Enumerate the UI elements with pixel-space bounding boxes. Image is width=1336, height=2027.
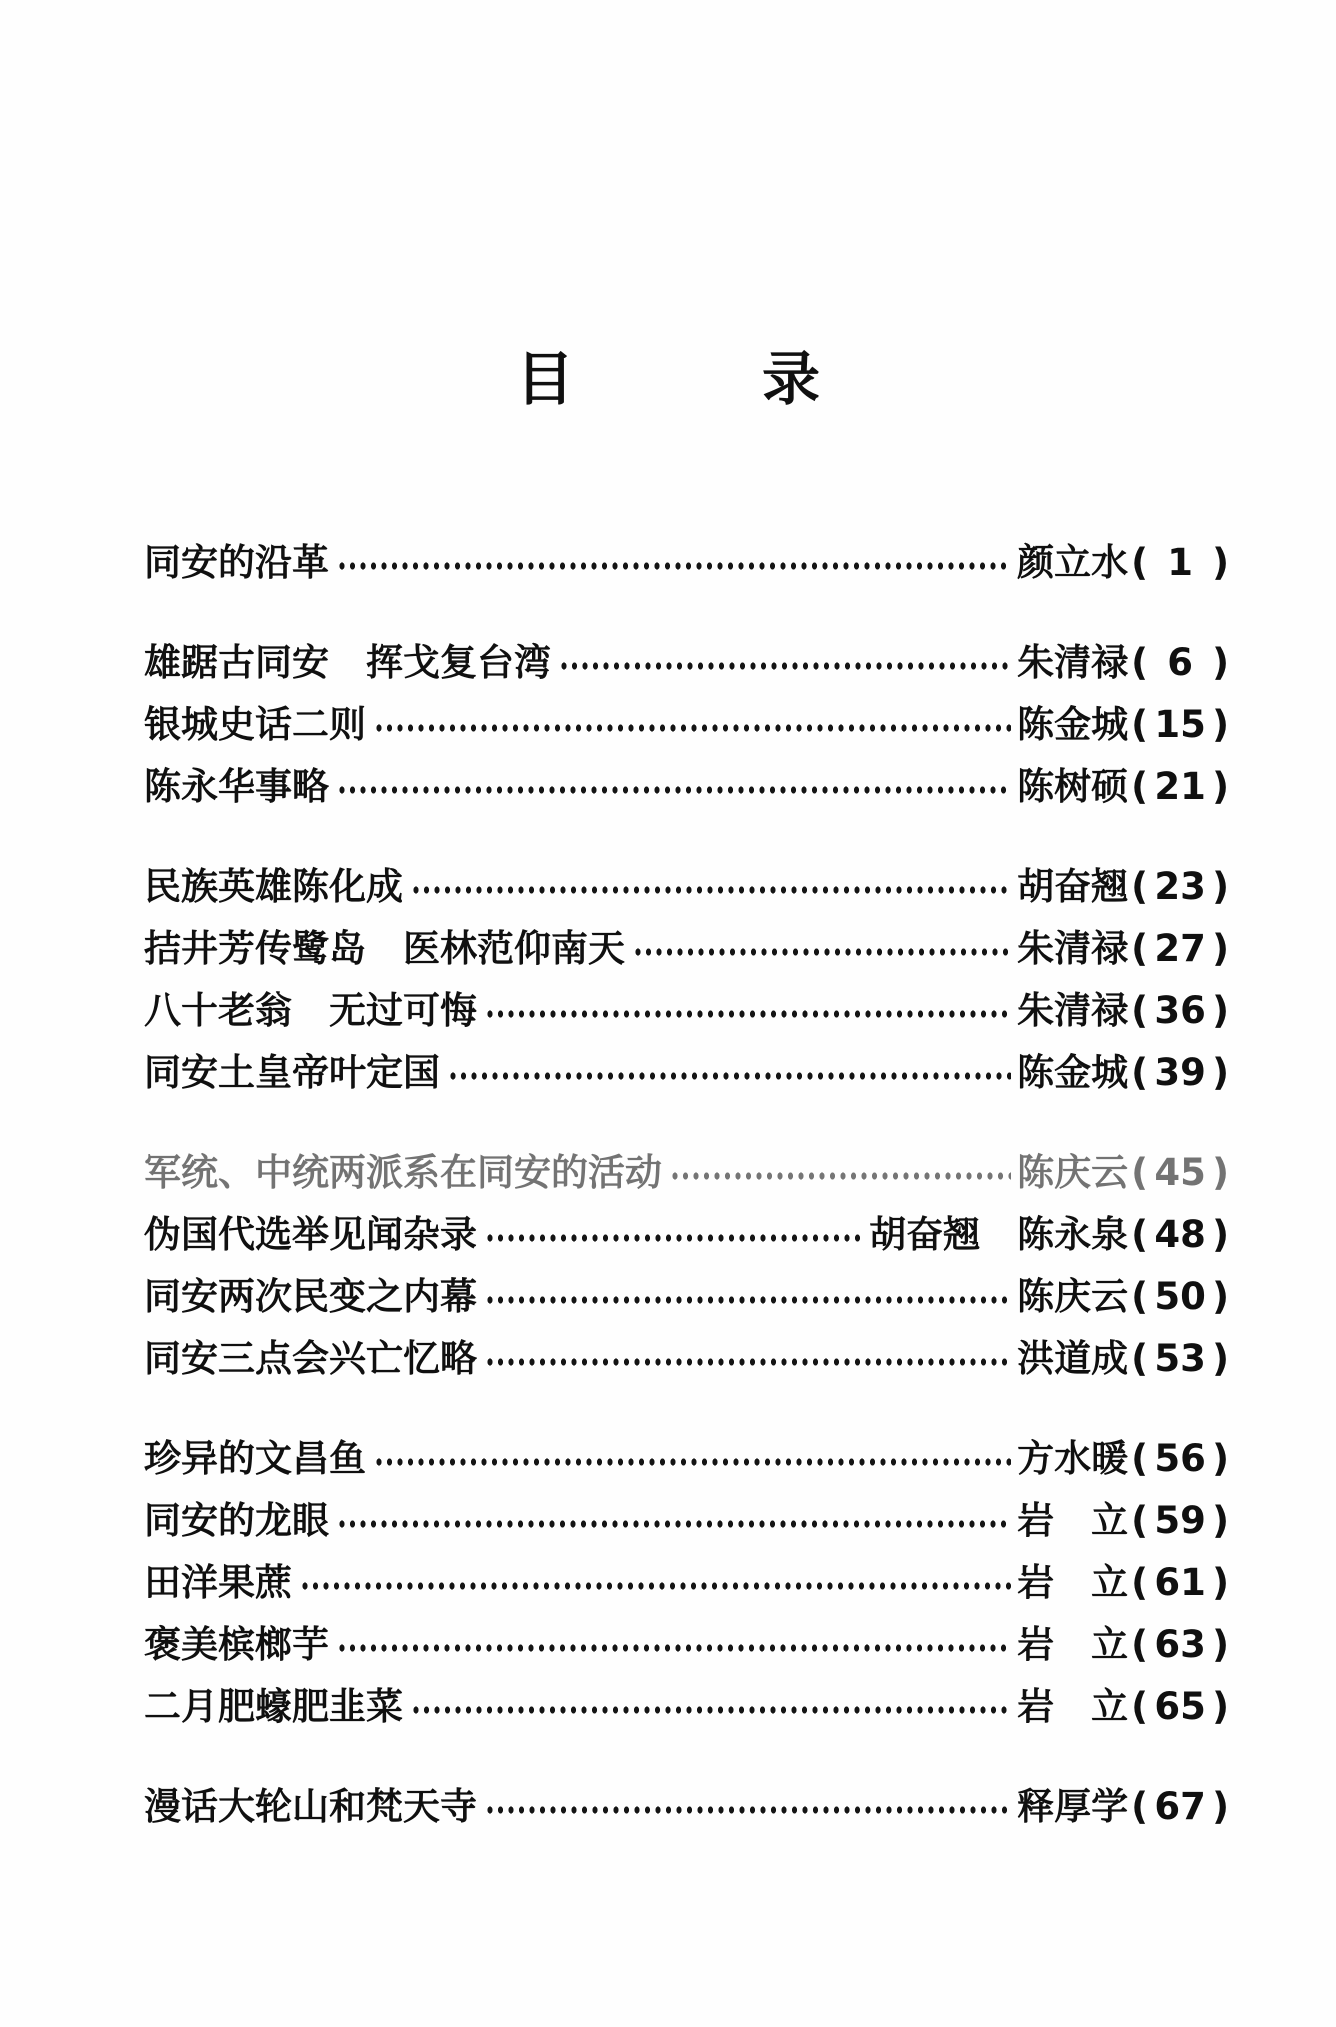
close-paren: ) bbox=[1212, 1051, 1229, 1094]
entry-page bbox=[1128, 1624, 1232, 1666]
open-paren: ( bbox=[1131, 1685, 1149, 1728]
dot-leader bbox=[485, 1786, 1011, 1828]
close-paren: ) bbox=[1212, 1561, 1229, 1604]
open-paren: ( bbox=[1131, 1213, 1149, 1256]
entry-author: 胡奋翘 bbox=[1017, 865, 1129, 908]
entry-title: 二月肥蠔肥韭菜 bbox=[144, 1685, 403, 1728]
toc-entry bbox=[144, 1052, 1232, 1094]
close-paren: ) bbox=[1212, 541, 1229, 584]
toc-entry bbox=[144, 1152, 1232, 1194]
open-paren: ( bbox=[1131, 927, 1149, 970]
entry-page-number: 23 bbox=[1154, 865, 1206, 908]
entry-author: 岩 立 bbox=[1017, 1499, 1129, 1542]
open-paren: ( bbox=[1131, 641, 1149, 684]
close-paren: ) bbox=[1212, 1337, 1229, 1380]
entry-page-number: 59 bbox=[1154, 1499, 1206, 1542]
entry-title: 同安两次民变之内幕 bbox=[144, 1275, 477, 1318]
entry-page-number: 6 bbox=[1167, 641, 1193, 684]
entry-author: 陈树硕 bbox=[1017, 765, 1129, 808]
entry-page bbox=[1128, 704, 1232, 746]
entry-page bbox=[1128, 1052, 1232, 1094]
open-paren: ( bbox=[1131, 541, 1149, 584]
toc-entry bbox=[144, 1338, 1232, 1380]
entry-title: 雄踞古同安 挥戈复台湾 bbox=[144, 641, 551, 684]
open-paren: ( bbox=[1131, 1151, 1149, 1194]
entry-title: 伪国代选举见闻杂录 bbox=[144, 1213, 477, 1256]
close-paren: ) bbox=[1212, 1499, 1229, 1542]
open-paren: ( bbox=[1131, 1051, 1149, 1094]
entry-author: 陈金城 bbox=[1017, 1051, 1129, 1094]
entry-title: 银城史话二则 bbox=[144, 703, 366, 746]
entry-title: 同安的龙眼 bbox=[144, 1499, 329, 1542]
entry-page bbox=[1128, 1152, 1232, 1194]
dot-leader bbox=[374, 1438, 1011, 1480]
entry-page-number: 45 bbox=[1154, 1151, 1206, 1194]
entry-page bbox=[1128, 1686, 1232, 1728]
entry-page-number: 27 bbox=[1154, 927, 1206, 970]
entry-title: 陈永华事略 bbox=[144, 765, 329, 808]
entry-author: 朱清禄 bbox=[1017, 989, 1129, 1032]
close-paren: ) bbox=[1212, 989, 1229, 1032]
close-paren: ) bbox=[1212, 1213, 1229, 1256]
toc-entry bbox=[144, 1686, 1232, 1728]
entry-title: 民族英雄陈化成 bbox=[144, 865, 403, 908]
dot-leader bbox=[337, 542, 1011, 584]
entry-page-number: 50 bbox=[1154, 1275, 1206, 1318]
open-paren: ( bbox=[1131, 1785, 1149, 1828]
open-paren: ( bbox=[1131, 1275, 1149, 1318]
entry-title: 八十老翁 无过可悔 bbox=[144, 989, 477, 1032]
open-paren: ( bbox=[1131, 765, 1149, 808]
page-title-char-1: 目 bbox=[515, 345, 574, 413]
dot-leader bbox=[485, 1338, 1011, 1380]
toc-entry bbox=[144, 704, 1232, 746]
toc-entry bbox=[144, 928, 1232, 970]
entry-author: 朱清禄 bbox=[1017, 927, 1129, 970]
entry-page bbox=[1128, 1338, 1232, 1380]
entry-author: 胡奋翘 陈永泉 bbox=[869, 1213, 1129, 1256]
entry-page-number: 63 bbox=[1154, 1623, 1206, 1666]
toc-list bbox=[144, 538, 1232, 1828]
entry-page bbox=[1128, 542, 1232, 584]
toc-entry bbox=[144, 1786, 1232, 1828]
toc-entry bbox=[144, 766, 1232, 808]
entry-page bbox=[1128, 928, 1232, 970]
toc-entry bbox=[144, 1214, 1232, 1256]
close-paren: ) bbox=[1212, 1275, 1229, 1318]
entry-page bbox=[1128, 1438, 1232, 1480]
entry-author: 朱清禄 bbox=[1017, 641, 1129, 684]
entry-title: 褒美槟榔芋 bbox=[144, 1623, 329, 1666]
open-paren: ( bbox=[1131, 1437, 1149, 1480]
toc-entry bbox=[144, 1276, 1232, 1318]
close-paren: ) bbox=[1212, 1437, 1229, 1480]
dot-leader bbox=[337, 766, 1011, 808]
toc-entry bbox=[144, 542, 1232, 584]
dot-leader bbox=[374, 704, 1011, 746]
open-paren: ( bbox=[1131, 1623, 1149, 1666]
toc-entry bbox=[144, 1500, 1232, 1542]
entry-title: 同安的沿革 bbox=[144, 541, 329, 584]
entry-page bbox=[1128, 1786, 1232, 1828]
close-paren: ) bbox=[1212, 1685, 1229, 1728]
dot-leader bbox=[411, 1686, 1011, 1728]
toc-entry bbox=[144, 1624, 1232, 1666]
toc-entry bbox=[144, 1438, 1232, 1480]
entry-page bbox=[1128, 1214, 1232, 1256]
entry-author: 陈庆云 bbox=[1017, 1275, 1129, 1318]
open-paren: ( bbox=[1131, 1337, 1149, 1380]
entry-author: 洪道成 bbox=[1017, 1337, 1129, 1380]
entry-author: 方水暖 bbox=[1017, 1437, 1129, 1480]
entry-author: 岩 立 bbox=[1017, 1685, 1129, 1728]
toc-entry bbox=[144, 990, 1232, 1032]
page-title-char-2: 录 bbox=[762, 345, 821, 413]
open-paren: ( bbox=[1131, 1499, 1149, 1542]
dot-leader bbox=[559, 642, 1011, 684]
entry-author: 岩 立 bbox=[1017, 1623, 1129, 1666]
entry-page-number: 15 bbox=[1154, 703, 1206, 746]
entry-title: 同安土皇帝叶定国 bbox=[144, 1051, 440, 1094]
entry-page-number: 65 bbox=[1154, 1685, 1206, 1728]
entry-page-number: 48 bbox=[1154, 1213, 1206, 1256]
dot-leader bbox=[300, 1562, 1011, 1604]
entry-title: 漫话大轮山和梵天寺 bbox=[144, 1785, 477, 1828]
dot-leader bbox=[448, 1052, 1011, 1094]
entry-page bbox=[1128, 1500, 1232, 1542]
close-paren: ) bbox=[1212, 1623, 1229, 1666]
entry-author: 颜立水 bbox=[1017, 541, 1129, 584]
entry-author: 释厚学 bbox=[1017, 1785, 1129, 1828]
entry-page-number: 53 bbox=[1154, 1337, 1206, 1380]
entry-title: 拮井芳传鹭岛 医林范仰南天 bbox=[144, 927, 625, 970]
entry-title: 同安三点会兴亡忆略 bbox=[144, 1337, 477, 1380]
close-paren: ) bbox=[1212, 865, 1229, 908]
toc-entry bbox=[144, 642, 1232, 684]
entry-author: 陈庆云 bbox=[1017, 1151, 1129, 1194]
entry-page-number: 56 bbox=[1154, 1437, 1206, 1480]
entry-page-number: 36 bbox=[1154, 989, 1206, 1032]
entry-page bbox=[1128, 1562, 1232, 1604]
close-paren: ) bbox=[1212, 703, 1229, 746]
entry-page bbox=[1128, 990, 1232, 1032]
open-paren: ( bbox=[1131, 865, 1149, 908]
dot-leader bbox=[337, 1624, 1011, 1666]
toc-entry bbox=[144, 1562, 1232, 1604]
entry-page-number: 1 bbox=[1167, 541, 1193, 584]
close-paren: ) bbox=[1212, 1785, 1229, 1828]
entry-page-number: 61 bbox=[1154, 1561, 1206, 1604]
entry-page-number: 67 bbox=[1154, 1785, 1206, 1828]
open-paren: ( bbox=[1131, 989, 1149, 1032]
dot-leader bbox=[337, 1500, 1011, 1542]
close-paren: ) bbox=[1212, 927, 1229, 970]
entry-page bbox=[1128, 866, 1232, 908]
entry-author: 岩 立 bbox=[1017, 1561, 1129, 1604]
entry-page-number: 21 bbox=[1154, 765, 1206, 808]
entry-page-number: 39 bbox=[1154, 1051, 1206, 1094]
page-title bbox=[0, 346, 1336, 412]
entry-page bbox=[1128, 642, 1232, 684]
open-paren: ( bbox=[1131, 703, 1149, 746]
dot-leader bbox=[485, 1214, 863, 1256]
dot-leader bbox=[485, 1276, 1011, 1318]
close-paren: ) bbox=[1212, 1151, 1229, 1194]
dot-leader bbox=[411, 866, 1011, 908]
entry-title: 军统、中统两派系在同安的活动 bbox=[144, 1151, 662, 1194]
open-paren: ( bbox=[1131, 1561, 1149, 1604]
dot-leader bbox=[633, 928, 1011, 970]
entry-title: 田洋果蔗 bbox=[144, 1561, 292, 1604]
close-paren: ) bbox=[1212, 765, 1229, 808]
toc-entry bbox=[144, 866, 1232, 908]
dot-leader bbox=[670, 1152, 1011, 1194]
entry-title: 珍异的文昌鱼 bbox=[144, 1437, 366, 1480]
close-paren: ) bbox=[1212, 641, 1229, 684]
entry-page bbox=[1128, 766, 1232, 808]
entry-author: 陈金城 bbox=[1017, 703, 1129, 746]
dot-leader bbox=[485, 990, 1011, 1032]
entry-page bbox=[1128, 1276, 1232, 1318]
